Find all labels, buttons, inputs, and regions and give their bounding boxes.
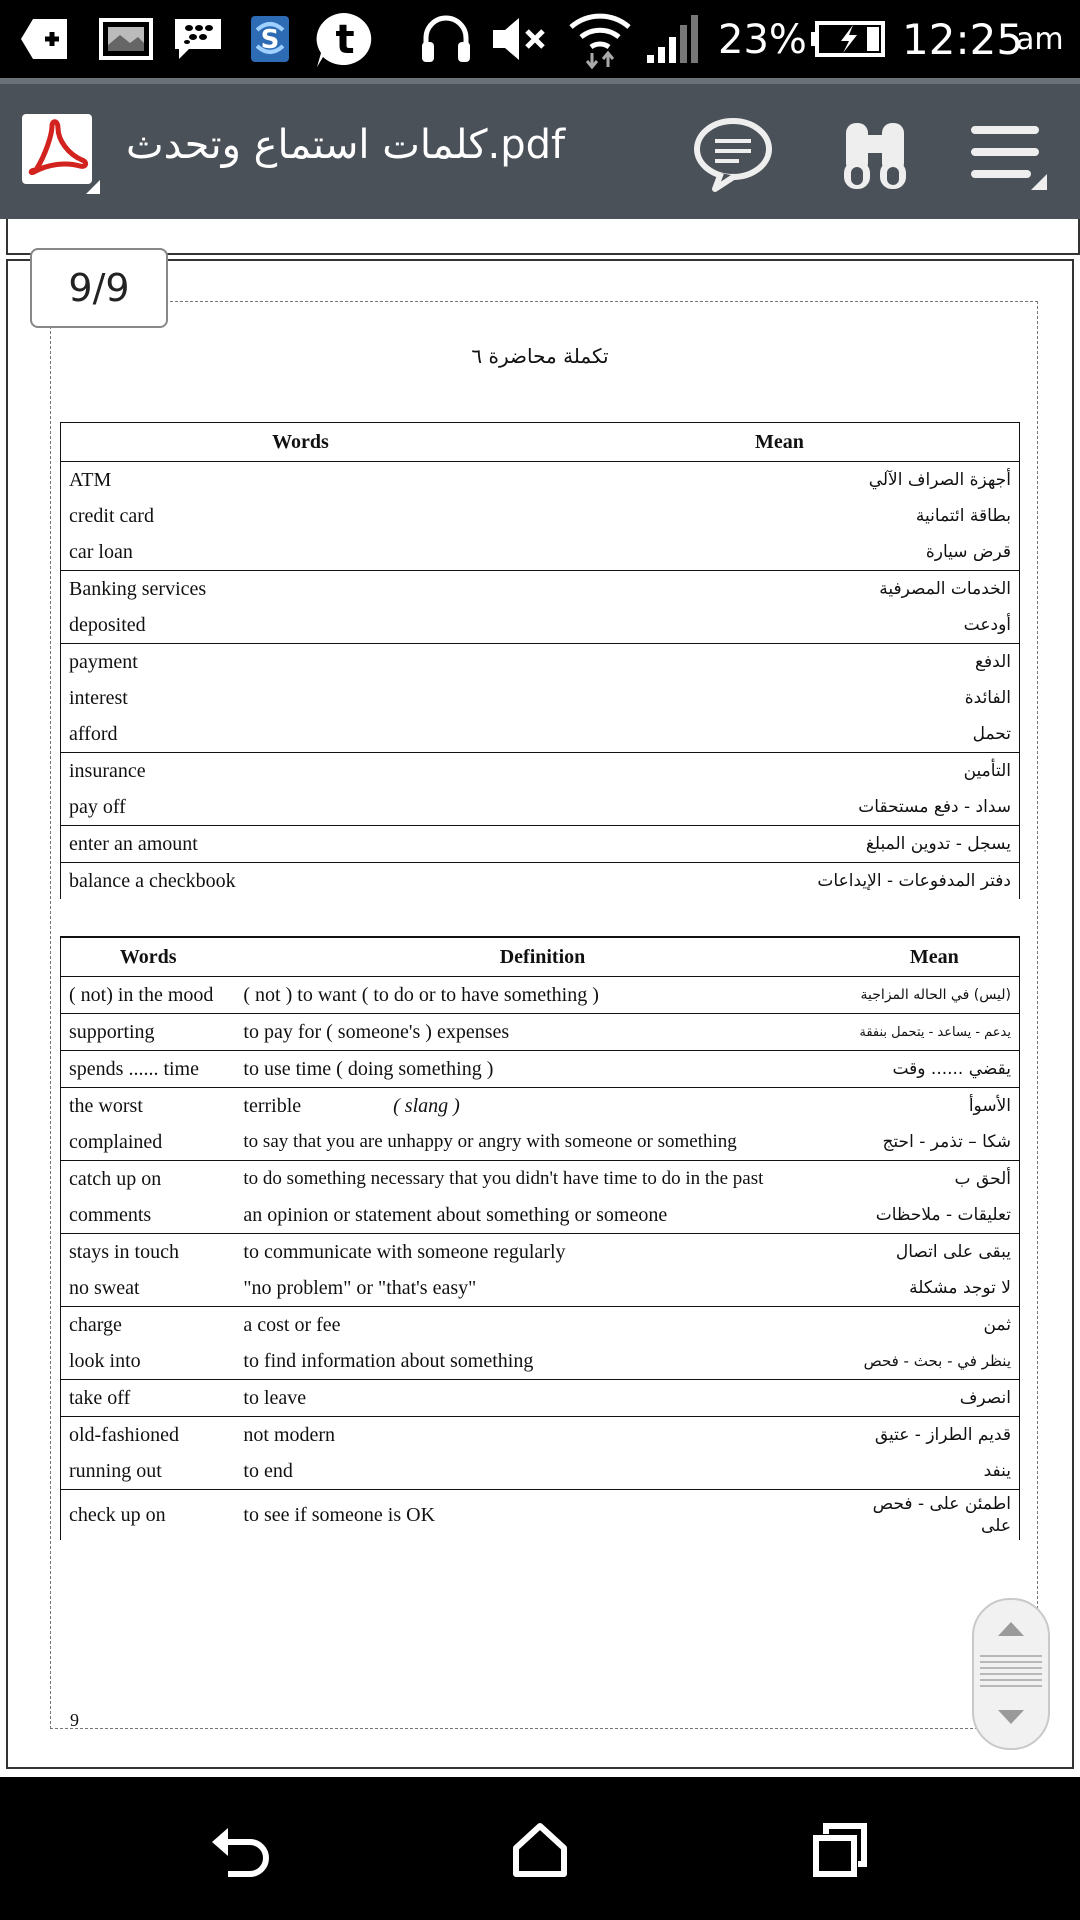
word-cell: enter an amount	[61, 826, 541, 863]
table-row	[61, 1014, 1020, 1051]
table-row	[61, 1417, 1020, 1454]
definition-cell: to do something necessary that you didn't have time to do in the past	[235, 1161, 849, 1198]
mean-cell: الدفع	[540, 644, 1020, 681]
previous-page-edge	[6, 219, 1080, 255]
definition-cell: "no problem" or "that's easy"	[243, 1276, 477, 1299]
mean-cell: يبقى على اتصال	[850, 1234, 1020, 1271]
word-cell: ( not) in the mood	[69, 983, 214, 1006]
header-words: Words	[61, 937, 236, 977]
definition-cell: not modern	[235, 1417, 849, 1454]
tumblr-icon	[310, 12, 376, 66]
recent-apps-button[interactable]	[790, 1805, 890, 1895]
mean-cell: التأمين	[540, 753, 1020, 790]
mean-cell: قرض سيارة	[925, 542, 1011, 562]
word-cell: insurance	[61, 753, 541, 790]
mean-cell: ينظر في - بحث - فحص	[863, 1352, 1011, 1370]
table-row	[61, 1088, 1020, 1125]
page-scroll-control[interactable]	[972, 1598, 1050, 1750]
word-cell: take off	[61, 1380, 236, 1417]
table-row	[61, 1270, 1020, 1307]
table-row	[61, 1124, 1020, 1161]
mean-cell: ثمن	[850, 1307, 1020, 1344]
app-bar	[0, 78, 1080, 219]
table-row	[61, 977, 1020, 1014]
corner-indicator-icon	[86, 180, 100, 194]
table-row	[61, 534, 1020, 571]
find-button[interactable]	[830, 110, 920, 200]
signal-icon	[644, 12, 706, 66]
table-row	[61, 826, 1020, 863]
home-button[interactable]	[490, 1805, 590, 1895]
word-cell: catch up on	[61, 1161, 236, 1198]
table-row	[61, 1453, 1020, 1490]
word-cell: pay off	[69, 795, 126, 818]
home-icon	[510, 1822, 570, 1878]
blackberry-messenger-icon	[170, 12, 226, 66]
mean-cell: قديم الطراز - عتيق	[850, 1417, 1020, 1454]
mean-cell: ألحق ب	[850, 1161, 1020, 1198]
table-row	[61, 462, 1020, 499]
mean-cell: لا توجد مشكلة	[909, 1278, 1011, 1298]
word-cell: interest	[69, 686, 128, 709]
word-cell: stays in touch	[61, 1234, 236, 1271]
table-row	[61, 1234, 1020, 1271]
mean-cell: ينفد	[983, 1461, 1011, 1481]
battery-percent: 23%	[718, 17, 807, 63]
clock-ampm: am	[1016, 22, 1064, 57]
table-row	[61, 607, 1020, 644]
scroll-up-icon[interactable]	[998, 1622, 1024, 1636]
table-row	[61, 1161, 1020, 1198]
back-icon	[208, 1822, 272, 1878]
mean-cell: الخدمات المصرفية	[540, 571, 1020, 608]
definition-cell: to communicate with someone regularly	[235, 1234, 849, 1271]
mean-cell: تعليقات - ملاحظات	[875, 1205, 1011, 1225]
mean-cell: الأسوأ	[850, 1088, 1020, 1125]
page-indicator: 9/9	[30, 248, 168, 328]
table-row	[61, 680, 1020, 716]
table-row	[61, 1051, 1020, 1088]
mean-cell: أودعت	[963, 615, 1011, 635]
table-row	[61, 571, 1020, 608]
table-row	[61, 1380, 1020, 1417]
word-cell: spends ...... time	[61, 1051, 236, 1088]
definition-cell	[235, 1088, 849, 1125]
recent-apps-icon	[810, 1822, 870, 1878]
definition-cell: to see if someone is OK	[235, 1490, 849, 1541]
definition-cell: to find information about something	[243, 1349, 534, 1372]
comment-button[interactable]	[688, 110, 778, 200]
gallery-icon	[96, 12, 156, 66]
headset-icon	[416, 12, 476, 66]
definition-cell: ( not ) to want ( to do or to have something )	[243, 983, 599, 1006]
mean-cell: اطمئن على - فحص على	[850, 1490, 1020, 1541]
definition-cell: to end	[243, 1459, 293, 1482]
word-cell: the worst	[61, 1088, 236, 1125]
word-cell: no sweat	[69, 1276, 140, 1299]
mean-cell: دفتر المدفوعات - الإيداعات	[540, 863, 1020, 900]
definition-text: terrible	[243, 1094, 302, 1117]
navigation-bar	[0, 1777, 1080, 1920]
page-number: 9	[70, 1710, 79, 1730]
table-row	[61, 644, 1020, 681]
definition-cell: an opinion or statement about something or someone	[243, 1203, 668, 1226]
word-cell: old-fashioned	[61, 1417, 236, 1454]
definition-note: ( slang )	[393, 1094, 460, 1117]
word-cell: credit card	[69, 504, 154, 527]
svg-text:t: t	[335, 17, 355, 63]
header-words: Words	[61, 423, 541, 462]
definition-cell: to say that you are unhappy or angry with someone or something	[243, 1131, 737, 1152]
mean-cell: يسجل - تدوين المبلغ	[540, 826, 1020, 863]
mean-cell: سداد - دفع مستحقات	[858, 797, 1011, 817]
definition-cell: to pay for ( someone's ) expenses	[235, 1014, 849, 1051]
word-cell: charge	[61, 1307, 236, 1344]
header-mean: Mean	[540, 423, 1020, 462]
word-cell: comments	[69, 1203, 152, 1226]
overflow-menu-button[interactable]	[962, 110, 1052, 200]
definition-cell: to use time ( doing something )	[235, 1051, 849, 1088]
mean-cell: يدعم - يساعد - يتحمل بنفقة	[850, 1014, 1020, 1051]
table-header-row	[61, 937, 1020, 977]
scroll-down-icon[interactable]	[998, 1710, 1024, 1724]
table-row	[61, 1490, 1020, 1541]
mean-cell: الفائدة	[964, 688, 1011, 708]
mean-cell: تحمل	[972, 724, 1011, 744]
binoculars-icon	[840, 117, 910, 193]
definition-cell: to leave	[235, 1380, 849, 1417]
header-mean: Mean	[850, 937, 1020, 977]
word-cell: deposited	[69, 613, 146, 636]
pdf-app-logo-icon[interactable]	[22, 114, 92, 184]
mean-cell: بطاقة ائتمانية	[915, 506, 1011, 526]
word-cell: ATM	[69, 468, 112, 491]
table-row	[61, 1343, 1020, 1380]
definition-cell: a cost or fee	[235, 1307, 849, 1344]
table-row	[61, 498, 1020, 534]
word-cell: supporting	[61, 1014, 236, 1051]
word-cell: afford	[69, 722, 118, 745]
mean-cell: (ليس) في الحاله المزاجية	[860, 987, 1011, 1003]
mute-icon	[488, 12, 552, 66]
word-cell: check up on	[61, 1490, 236, 1541]
table-row	[61, 753, 1020, 790]
table-row	[61, 1197, 1020, 1234]
mean-cell: أجهزة الصراف الآلي	[868, 470, 1011, 490]
document-title: كلمات استماع وتحدث.pdf	[126, 122, 566, 168]
word-cell: running out	[69, 1459, 162, 1482]
table-row	[61, 716, 1020, 753]
table-header-row	[61, 423, 1020, 462]
table-row	[61, 789, 1020, 826]
word-cell: complained	[69, 1130, 163, 1153]
mean-cell: انصرف	[850, 1380, 1020, 1417]
clock-time: 12:25	[902, 15, 1024, 64]
word-cell: Banking services	[61, 571, 541, 608]
table-row	[61, 1307, 1020, 1344]
svg-text:S: S	[260, 25, 280, 55]
back-button[interactable]	[190, 1805, 290, 1895]
word-cell: car loan	[69, 540, 133, 563]
status-bar	[0, 0, 1080, 78]
app-icon	[240, 12, 300, 66]
header-definition: Definition	[235, 937, 849, 977]
word-cell: look into	[69, 1349, 141, 1372]
word-cell: balance a checkbook	[61, 863, 541, 900]
menu-icon	[967, 120, 1047, 190]
comment-icon	[691, 115, 775, 195]
scroll-grip-icon[interactable]	[980, 1656, 1042, 1686]
mean-cell: يقضي ...... وقت	[850, 1051, 1020, 1088]
mean-cell: شكا – تذمر - احتج	[882, 1132, 1011, 1152]
add-icon	[18, 12, 72, 66]
vocabulary-table	[60, 422, 1020, 899]
document-heading: تكملة محاضرة ٦	[471, 344, 609, 368]
word-cell: payment	[61, 644, 541, 681]
definitions-table	[60, 936, 1020, 1540]
wifi-icon	[566, 12, 634, 66]
table-row	[61, 863, 1020, 900]
battery-charging-icon	[808, 12, 888, 66]
